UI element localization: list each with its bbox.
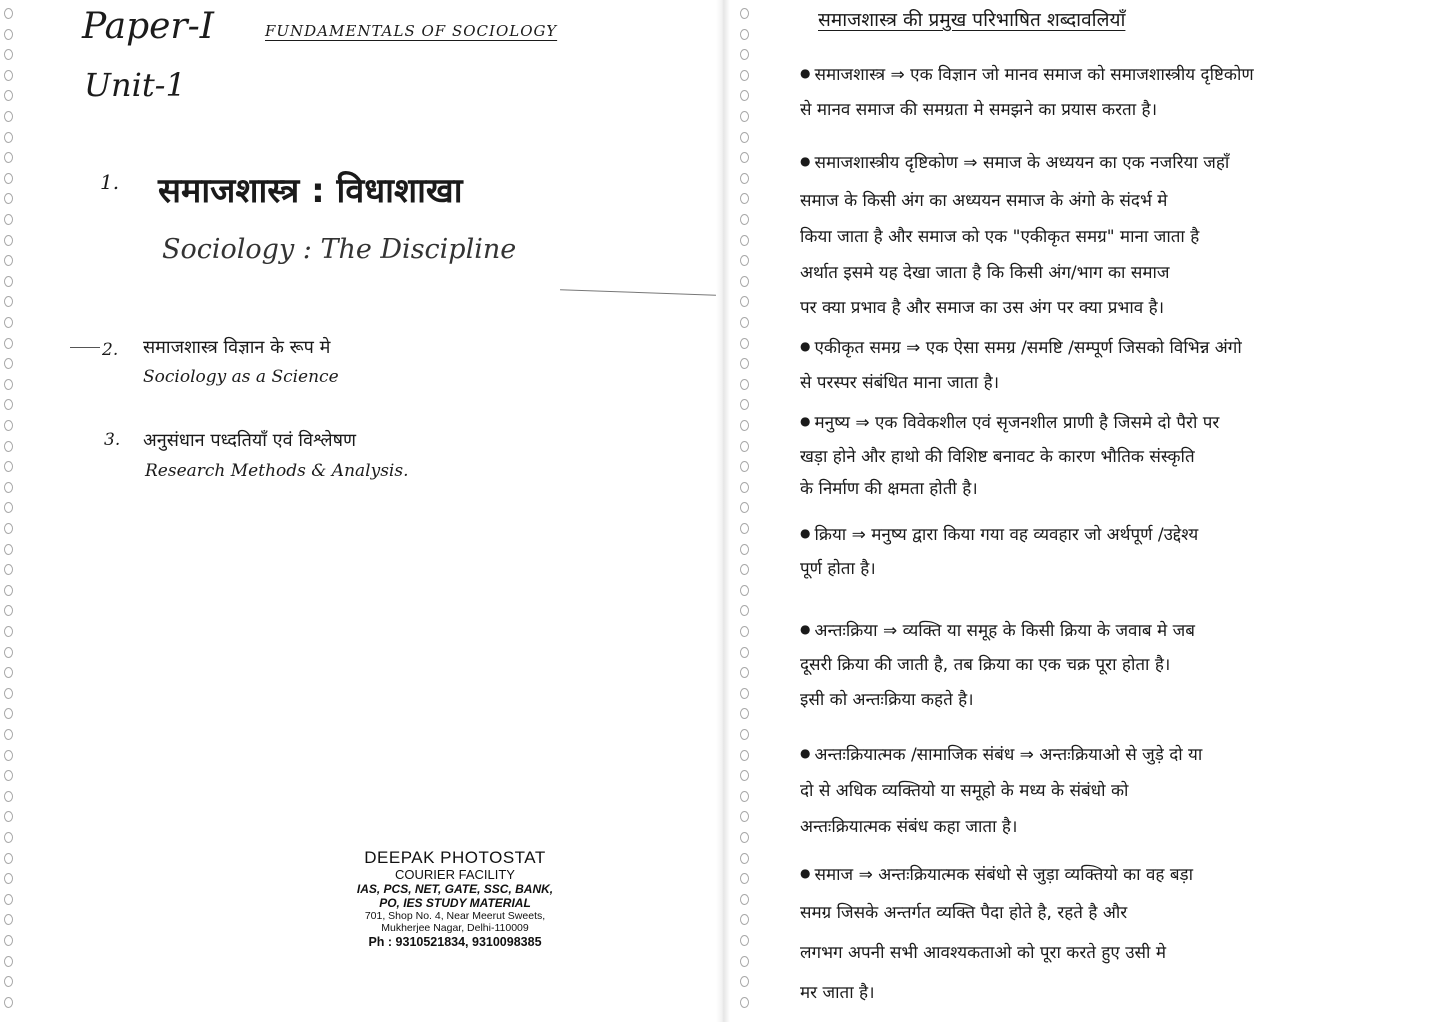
text-line: [800, 410, 1219, 433]
binder-hole: [740, 688, 749, 699]
binder-hole: [740, 564, 749, 575]
binder-hole: [4, 770, 13, 781]
binder-hole: [740, 605, 749, 616]
binder-hole: [740, 441, 749, 452]
binder-hole: [740, 585, 749, 596]
bullet-icon: ●: [800, 746, 811, 760]
binder-hole: [740, 255, 749, 266]
binder-hole: [740, 29, 749, 40]
binder-hole: [4, 647, 13, 658]
binder-hole: [4, 296, 13, 307]
bullet-icon: ●: [800, 866, 811, 880]
binder-hole: [740, 235, 749, 246]
text-line: [800, 295, 1164, 318]
binder-hole: [740, 626, 749, 637]
bullet-icon: ●: [800, 66, 811, 80]
binder-hole: [740, 317, 749, 328]
topic-2-dash: [70, 347, 100, 348]
course-title: FUNDAMENTALS OF SOCIOLOGY: [265, 22, 558, 40]
binder-hole: [4, 853, 13, 864]
binder-hole: [4, 235, 13, 246]
topic-1-number: 1.: [100, 170, 120, 194]
binder-hole: [4, 997, 13, 1008]
binder-hole: [4, 49, 13, 60]
stamp-phone: Ph : 9310521834, 9310098385: [368, 935, 542, 949]
binder-hole: [4, 317, 13, 328]
binder-hole: [4, 90, 13, 101]
unit-label: Unit-1: [84, 66, 186, 104]
binder-hole: [740, 647, 749, 658]
binder-hole: [4, 358, 13, 369]
binder-hole: [740, 708, 749, 719]
binder-hole: [740, 399, 749, 410]
binder-hole: [4, 585, 13, 596]
text-line-content: मनुष्य ⇒ एक विवेकशील एवं सृजनशील प्राणी है जिसमे दो पैरो पर: [814, 413, 1220, 433]
binder-hole: [4, 935, 13, 946]
topic-3-number: 3.: [104, 430, 121, 450]
binder-hole: [740, 358, 749, 369]
stamp-service: COURIER FACILITY: [395, 867, 515, 882]
text-line-content: खड़ा होने और हाथो की विशिष्ट बनावट के कारण भौतिक संस्कृति: [800, 447, 1195, 467]
binder-hole: [740, 461, 749, 472]
topic-3-english: Research Methods & Analysis.: [145, 461, 409, 481]
text-line-content: पर क्या प्रभाव है और समाज का उस अंग पर क्या प्रभाव है।: [800, 298, 1165, 318]
binder-hole: [740, 111, 749, 122]
text-line: [800, 618, 1195, 641]
text-line-content: समाज ⇒ अन्तःक्रियात्मक संबंधो से जुड़ा व्यक्तियो का वह बड़ा: [814, 865, 1194, 885]
binder-hole: [4, 811, 13, 822]
text-line-content: किया जाता है और समाज को एक "एकीकृत समग्र" माना जाता है: [800, 227, 1200, 247]
binder-hole: [740, 914, 749, 925]
stamp-exams-line-2: PO, IES STUDY MATERIAL: [379, 896, 531, 910]
text-line-content: एकीकृत समग्र ⇒ एक ऐसा समग्र /समष्टि /सम्पूर्ण जिसको विभिन्न अंगो: [814, 338, 1242, 358]
binder-hole: [4, 8, 13, 19]
binder-hole: [4, 255, 13, 266]
binder-hole: [4, 605, 13, 616]
binder-hole: [740, 482, 749, 493]
binder-hole: [4, 111, 13, 122]
binder-hole: [740, 193, 749, 204]
right-binder-holes: [738, 0, 752, 1022]
binder-hole: [740, 956, 749, 967]
text-line: [800, 522, 1198, 545]
text-line: [800, 476, 978, 499]
text-line: [800, 260, 1170, 283]
binder-hole: [4, 70, 13, 81]
binder-hole: [4, 399, 13, 410]
topic-3-hindi: अनुसंधान पध्दतियाँ एवं विश्लेषण: [143, 430, 357, 451]
text-line: [800, 900, 1127, 923]
stamp-exams-line-1: IAS, PCS, NET, GATE, SSC, BANK,: [356, 882, 554, 896]
binder-hole: [4, 750, 13, 761]
text-line-content: समाज के किसी अंग का अध्ययन समाज के अंगो के संदर्भ मे: [800, 191, 1168, 211]
text-line-content: अन्तःक्रियात्मक संबंध कहा जाता है।: [800, 817, 1018, 837]
binder-hole: [4, 688, 13, 699]
binder-hole: [4, 132, 13, 143]
binder-hole: [740, 544, 749, 555]
binder-hole: [4, 914, 13, 925]
binder-hole: [740, 997, 749, 1008]
bullet-icon: ●: [800, 414, 811, 428]
text-line: [800, 444, 1195, 467]
binder-hole: [4, 976, 13, 987]
binder-hole: [4, 956, 13, 967]
binder-hole: [4, 379, 13, 390]
binder-hole: [740, 832, 749, 843]
binder-hole: [740, 214, 749, 225]
text-line-content: इसी को अन्तःक्रिया कहते है।: [800, 690, 974, 710]
binder-hole: [4, 523, 13, 534]
paper-label: Paper-I: [82, 6, 215, 47]
binder-hole: [4, 193, 13, 204]
stray-pen-line: [560, 289, 716, 295]
page-fold: [716, 0, 730, 1022]
binder-hole: [4, 626, 13, 637]
photostat-stamp: [340, 848, 570, 949]
binder-hole: [740, 935, 749, 946]
binder-hole: [740, 853, 749, 864]
binder-hole: [4, 441, 13, 452]
binder-hole: [740, 132, 749, 143]
binder-hole: [4, 29, 13, 40]
text-line: [800, 742, 1202, 765]
binder-hole: [4, 544, 13, 555]
text-line-content: मर जाता है।: [800, 983, 875, 1003]
text-line: [800, 862, 1193, 885]
binder-hole: [740, 502, 749, 513]
binder-hole: [740, 729, 749, 740]
text-line-content: समाजशास्त्रीय दृष्टिकोण ⇒ समाज के अध्ययन का एक नजरिया जहाँ: [814, 153, 1230, 173]
binder-hole: [740, 894, 749, 905]
text-line-content: अन्तःक्रिया ⇒ व्यक्ति या समूह के किसी क्रिया के जवाब मे जब: [814, 621, 1195, 641]
topic-1-english: Sociology : The Discipline: [162, 234, 517, 265]
text-line-content: समाजशास्त्र ⇒ एक विज्ञान जो मानव समाज को समाजशास्त्रीय दृष्टिकोण: [814, 65, 1254, 85]
text-line-content: दूसरी क्रिया की जाती है, तब क्रिया का एक चक्र पूरा होता है।: [800, 655, 1171, 675]
binder-hole: [740, 49, 749, 60]
text-line: [800, 687, 974, 710]
binder-hole: [4, 832, 13, 843]
text-line-content: से परस्पर संबंधित माना जाता है।: [800, 373, 1000, 393]
binder-hole: [740, 976, 749, 987]
text-line: [800, 980, 875, 1003]
binder-hole: [740, 420, 749, 431]
binder-hole: [740, 276, 749, 287]
bullet-icon: ●: [800, 154, 811, 168]
binder-hole: [740, 750, 749, 761]
topic-2-hindi: समाजशास्त्र विज्ञान के रूप मे: [143, 337, 331, 358]
binder-hole: [740, 811, 749, 822]
binder-hole: [4, 667, 13, 678]
binder-hole: [4, 708, 13, 719]
text-line-content: के निर्माण की क्षमता होती है।: [800, 479, 978, 499]
binder-hole: [4, 461, 13, 472]
binder-hole: [740, 296, 749, 307]
binder-hole: [740, 8, 749, 19]
binder-hole: [4, 338, 13, 349]
binder-hole: [740, 70, 749, 81]
text-line: [800, 556, 876, 579]
bullet-icon: ●: [800, 339, 811, 353]
text-line: [800, 370, 999, 393]
binder-hole: [740, 338, 749, 349]
binder-hole: [740, 173, 749, 184]
text-line-content: अन्तःक्रियात्मक /सामाजिक संबंध ⇒ अन्तःक्रियाओ से जुड़े दो या: [814, 745, 1203, 765]
binder-hole: [4, 502, 13, 513]
left-binder-holes: [2, 0, 16, 1022]
binder-hole: [4, 482, 13, 493]
text-line-content: समग्र जिसके अन्तर्गत व्यक्ति पैदा होते है, रहते है और: [800, 903, 1128, 923]
binder-hole: [4, 729, 13, 740]
stamp-address-line-2: Mukherjee Nagar, Delhi-110009: [381, 922, 529, 934]
text-line: [800, 62, 1254, 85]
binder-hole: [4, 564, 13, 575]
text-line: [800, 224, 1199, 247]
binder-hole: [4, 173, 13, 184]
binder-hole: [4, 152, 13, 163]
topic-2-english: Sociology as a Science: [143, 367, 339, 387]
binder-hole: [740, 90, 749, 101]
text-line-content: दो से अधिक व्यक्तियो या समूहो के मध्य के संबंधो को: [800, 781, 1129, 801]
text-line: [800, 814, 1017, 837]
text-line-content: पूर्ण होता है।: [800, 559, 876, 579]
text-line: [800, 150, 1229, 173]
binder-hole: [740, 791, 749, 802]
binder-hole: [740, 873, 749, 884]
text-line: [800, 652, 1170, 675]
binder-hole: [4, 276, 13, 287]
binder-hole: [740, 667, 749, 678]
binder-hole: [740, 152, 749, 163]
text-line: [800, 188, 1167, 211]
stamp-shop-name: DEEPAK PHOTOSTAT: [364, 848, 546, 867]
text-line: [800, 778, 1128, 801]
text-line-content: लगभग अपनी सभी आवश्यकताओ को पूरा करते हुए उसी मे: [800, 943, 1167, 963]
topic-1-hindi: समाजशास्त्र : विधाशाखा: [158, 171, 463, 211]
text-line-content: अर्थात इसमे यह देखा जाता है कि किसी अंग/भाग का समाज: [800, 263, 1170, 283]
text-line: [800, 97, 1157, 120]
text-line-content: से मानव समाज की समग्रता मे समझने का प्रयास करता है।: [800, 100, 1158, 120]
text-line-content: क्रिया ⇒ मनुष्य द्वारा किया गया वह व्यवहार जो अर्थपूर्ण /उद्देश्य: [814, 525, 1199, 545]
binder-hole: [740, 770, 749, 781]
stamp-address-line-1: 701, Shop No. 4, Near Meerut Sweets,: [364, 910, 546, 922]
binder-hole: [4, 873, 13, 884]
binder-hole: [4, 420, 13, 431]
binder-hole: [4, 894, 13, 905]
binder-hole: [740, 523, 749, 534]
right-page-heading: समाजशास्त्र की प्रमुख परिभाषित शब्दावलियाँ: [818, 9, 1126, 31]
bullet-icon: ●: [800, 526, 811, 540]
text-line: [800, 940, 1166, 963]
binder-hole: [740, 379, 749, 390]
topic-2-number: 2.: [102, 340, 119, 360]
binder-hole: [4, 214, 13, 225]
bullet-icon: ●: [800, 622, 811, 636]
binder-hole: [4, 791, 13, 802]
text-line: [800, 335, 1242, 358]
